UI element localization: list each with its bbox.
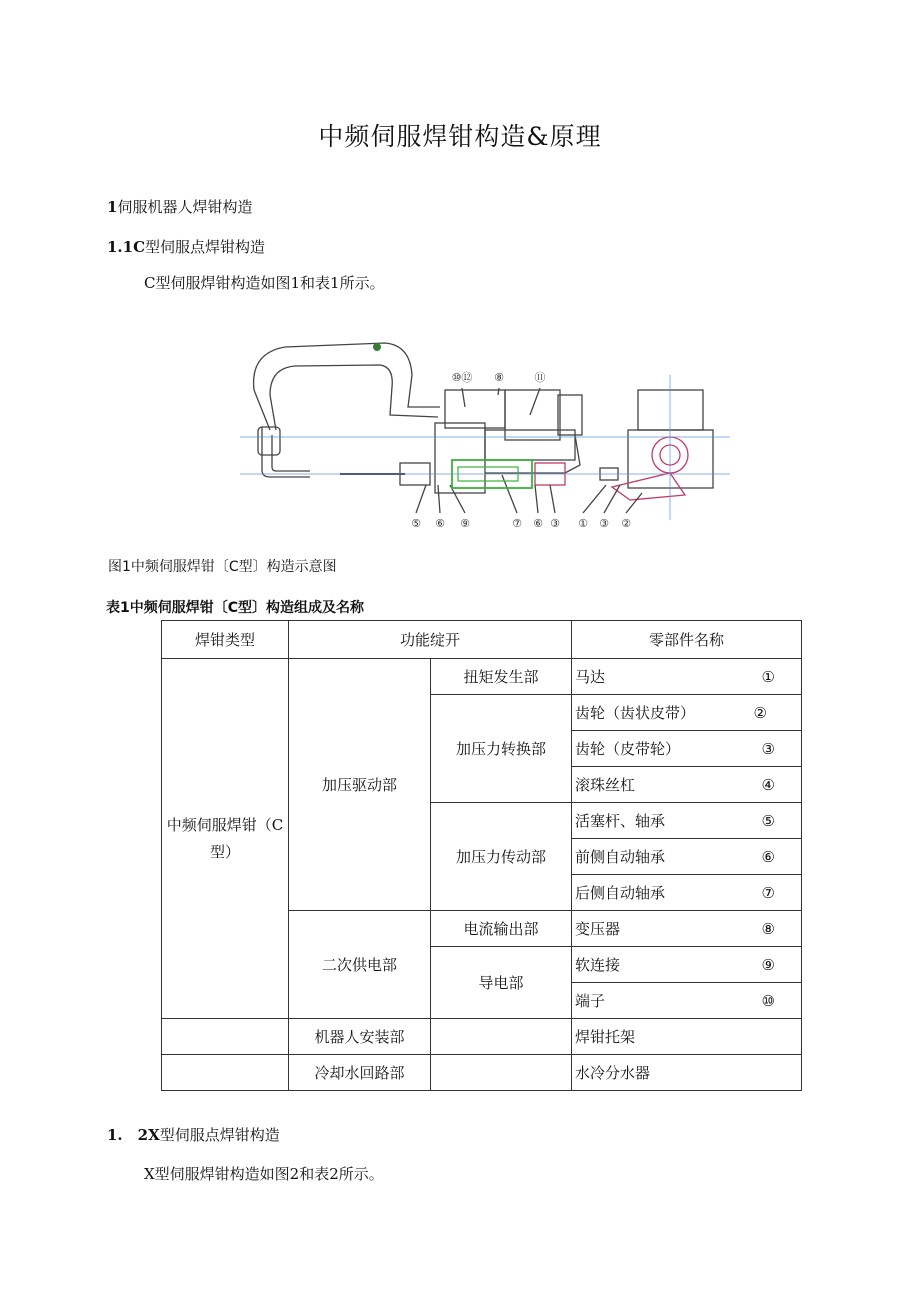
part-cell <box>572 911 802 947</box>
section-text: 型伺服点焊钳构造 <box>159 1126 280 1144</box>
subgroup-conduction: 导电部 <box>431 947 572 1019</box>
subgroup-current-output: 电流输出部 <box>431 911 572 947</box>
section-heading-1-2 <box>107 1124 280 1145</box>
callout-side-3: ⑪ <box>534 371 546 384</box>
part-number: ④ <box>761 775 775 794</box>
empty-cell <box>431 1055 572 1091</box>
motor-end <box>558 395 582 435</box>
callout-side-2: ⑧ <box>494 371 504 384</box>
group-cooling: 冷却水回路部 <box>289 1055 431 1091</box>
table-row <box>162 659 802 695</box>
frame-bolt <box>373 343 381 351</box>
c-frame-outer <box>254 343 440 430</box>
motor-box <box>505 390 560 440</box>
part-number: ⑤ <box>761 811 775 830</box>
part-cell <box>572 875 802 911</box>
callout-front-1: ① <box>578 517 588 530</box>
table-row <box>162 1019 802 1055</box>
empty-cell <box>162 1055 289 1091</box>
gun-body <box>435 423 485 493</box>
arm-joint <box>258 427 280 455</box>
part-cell <box>572 947 802 983</box>
part-number: ⑧ <box>761 919 775 938</box>
group-pressure-drive: 加压驱动部 <box>289 659 431 911</box>
callout-bottom-3: ⑨ <box>460 517 470 530</box>
part-number: ① <box>761 667 775 686</box>
part-name: 焊钳托架 <box>572 1019 802 1055</box>
section-number: 1 <box>107 198 118 216</box>
parts-table <box>161 620 802 1091</box>
figure-1-diagram <box>240 335 730 540</box>
paragraph-2: X型伺服焊钳构造如图2和表2所示。 <box>144 1165 384 1183</box>
section-text: 伺服机器人焊钳构造 <box>117 198 253 216</box>
part-number: ② <box>753 703 767 722</box>
section-number: 1. 2X <box>107 1126 160 1144</box>
part-name: 变压器 <box>575 920 621 938</box>
part-name: 前侧自动轴承 <box>575 848 666 866</box>
table-1-caption: 表1中频伺服焊钳〔C型〕构造组成及名称 <box>106 600 365 616</box>
part-cell <box>572 659 802 695</box>
empty-cell <box>162 1019 289 1055</box>
callout-bottom-1: ⑤ <box>411 517 421 530</box>
part-cell <box>572 767 802 803</box>
header-gun-type: 焊钳类型 <box>162 621 289 659</box>
part-name: 后侧自动轴承 <box>575 884 666 902</box>
section-text: 型伺服点焊钳构造 <box>145 238 266 256</box>
table-row <box>162 1055 802 1091</box>
callout-front-2: ③ <box>599 517 609 530</box>
part-cell <box>572 983 802 1019</box>
callout-bottom-2: ⑥ <box>435 517 445 530</box>
header-function: 功能绽开 <box>289 621 572 659</box>
part-name: 滚珠丝杠 <box>575 776 636 794</box>
group-robot-mount: 机器人安装部 <box>289 1019 431 1055</box>
section-heading-1-1 <box>107 236 265 257</box>
part-number: ⑥ <box>761 847 775 866</box>
subgroup-conversion: 加压力转换部 <box>431 695 572 803</box>
part-name: 马达 <box>575 668 606 686</box>
figure-1-caption: 图1中频伺服焊钳〔C型〕构造示意图 <box>108 559 337 575</box>
part-number: ⑨ <box>761 955 775 974</box>
part-name: 齿轮（皮带轮） <box>575 740 681 758</box>
c-frame-inner <box>270 365 438 430</box>
part-cell <box>572 839 802 875</box>
transformer-box <box>445 390 505 428</box>
subgroup-transmission: 加压力传动部 <box>431 803 572 911</box>
lower-arm <box>262 427 310 477</box>
part-name: 软连接 <box>575 956 621 974</box>
part-name: 水冷分水器 <box>572 1055 802 1091</box>
part-name: 齿轮（齿状皮带） <box>575 704 696 722</box>
part-number: ⑩ <box>761 991 775 1010</box>
group-secondary-power: 二次供电部 <box>289 911 431 1019</box>
section-number: 1.1C <box>107 238 146 256</box>
part-cell <box>572 803 802 839</box>
page-title: 中频伺服焊钳构造&原理 <box>318 122 602 151</box>
callout-bottom-5: ⑥ <box>533 517 543 530</box>
callout-bottom-6: ③ <box>550 517 560 530</box>
empty-cell <box>431 1019 572 1055</box>
part-name: 活塞杆、轴承 <box>575 812 666 830</box>
callout-front-3: ② <box>621 517 631 530</box>
part-cell <box>572 731 802 767</box>
gun-type-cell: 中频伺服焊钳（C型） <box>162 659 289 1019</box>
paragraph-1: C型伺服焊钳构造如图1和表1所示。 <box>144 274 385 292</box>
part-cell <box>572 695 802 731</box>
header-part-name: 零部件名称 <box>572 621 802 659</box>
callout-side-1: ⑩⑫ <box>451 371 473 384</box>
part-number: ⑦ <box>761 883 775 902</box>
part-number: ③ <box>761 739 775 758</box>
section-heading-1 <box>107 196 252 217</box>
subgroup-torque: 扭矩发生部 <box>431 659 572 695</box>
callout-bottom-4: ⑦ <box>512 517 522 530</box>
part-name: 端子 <box>575 992 606 1010</box>
table-header-row <box>162 621 802 659</box>
